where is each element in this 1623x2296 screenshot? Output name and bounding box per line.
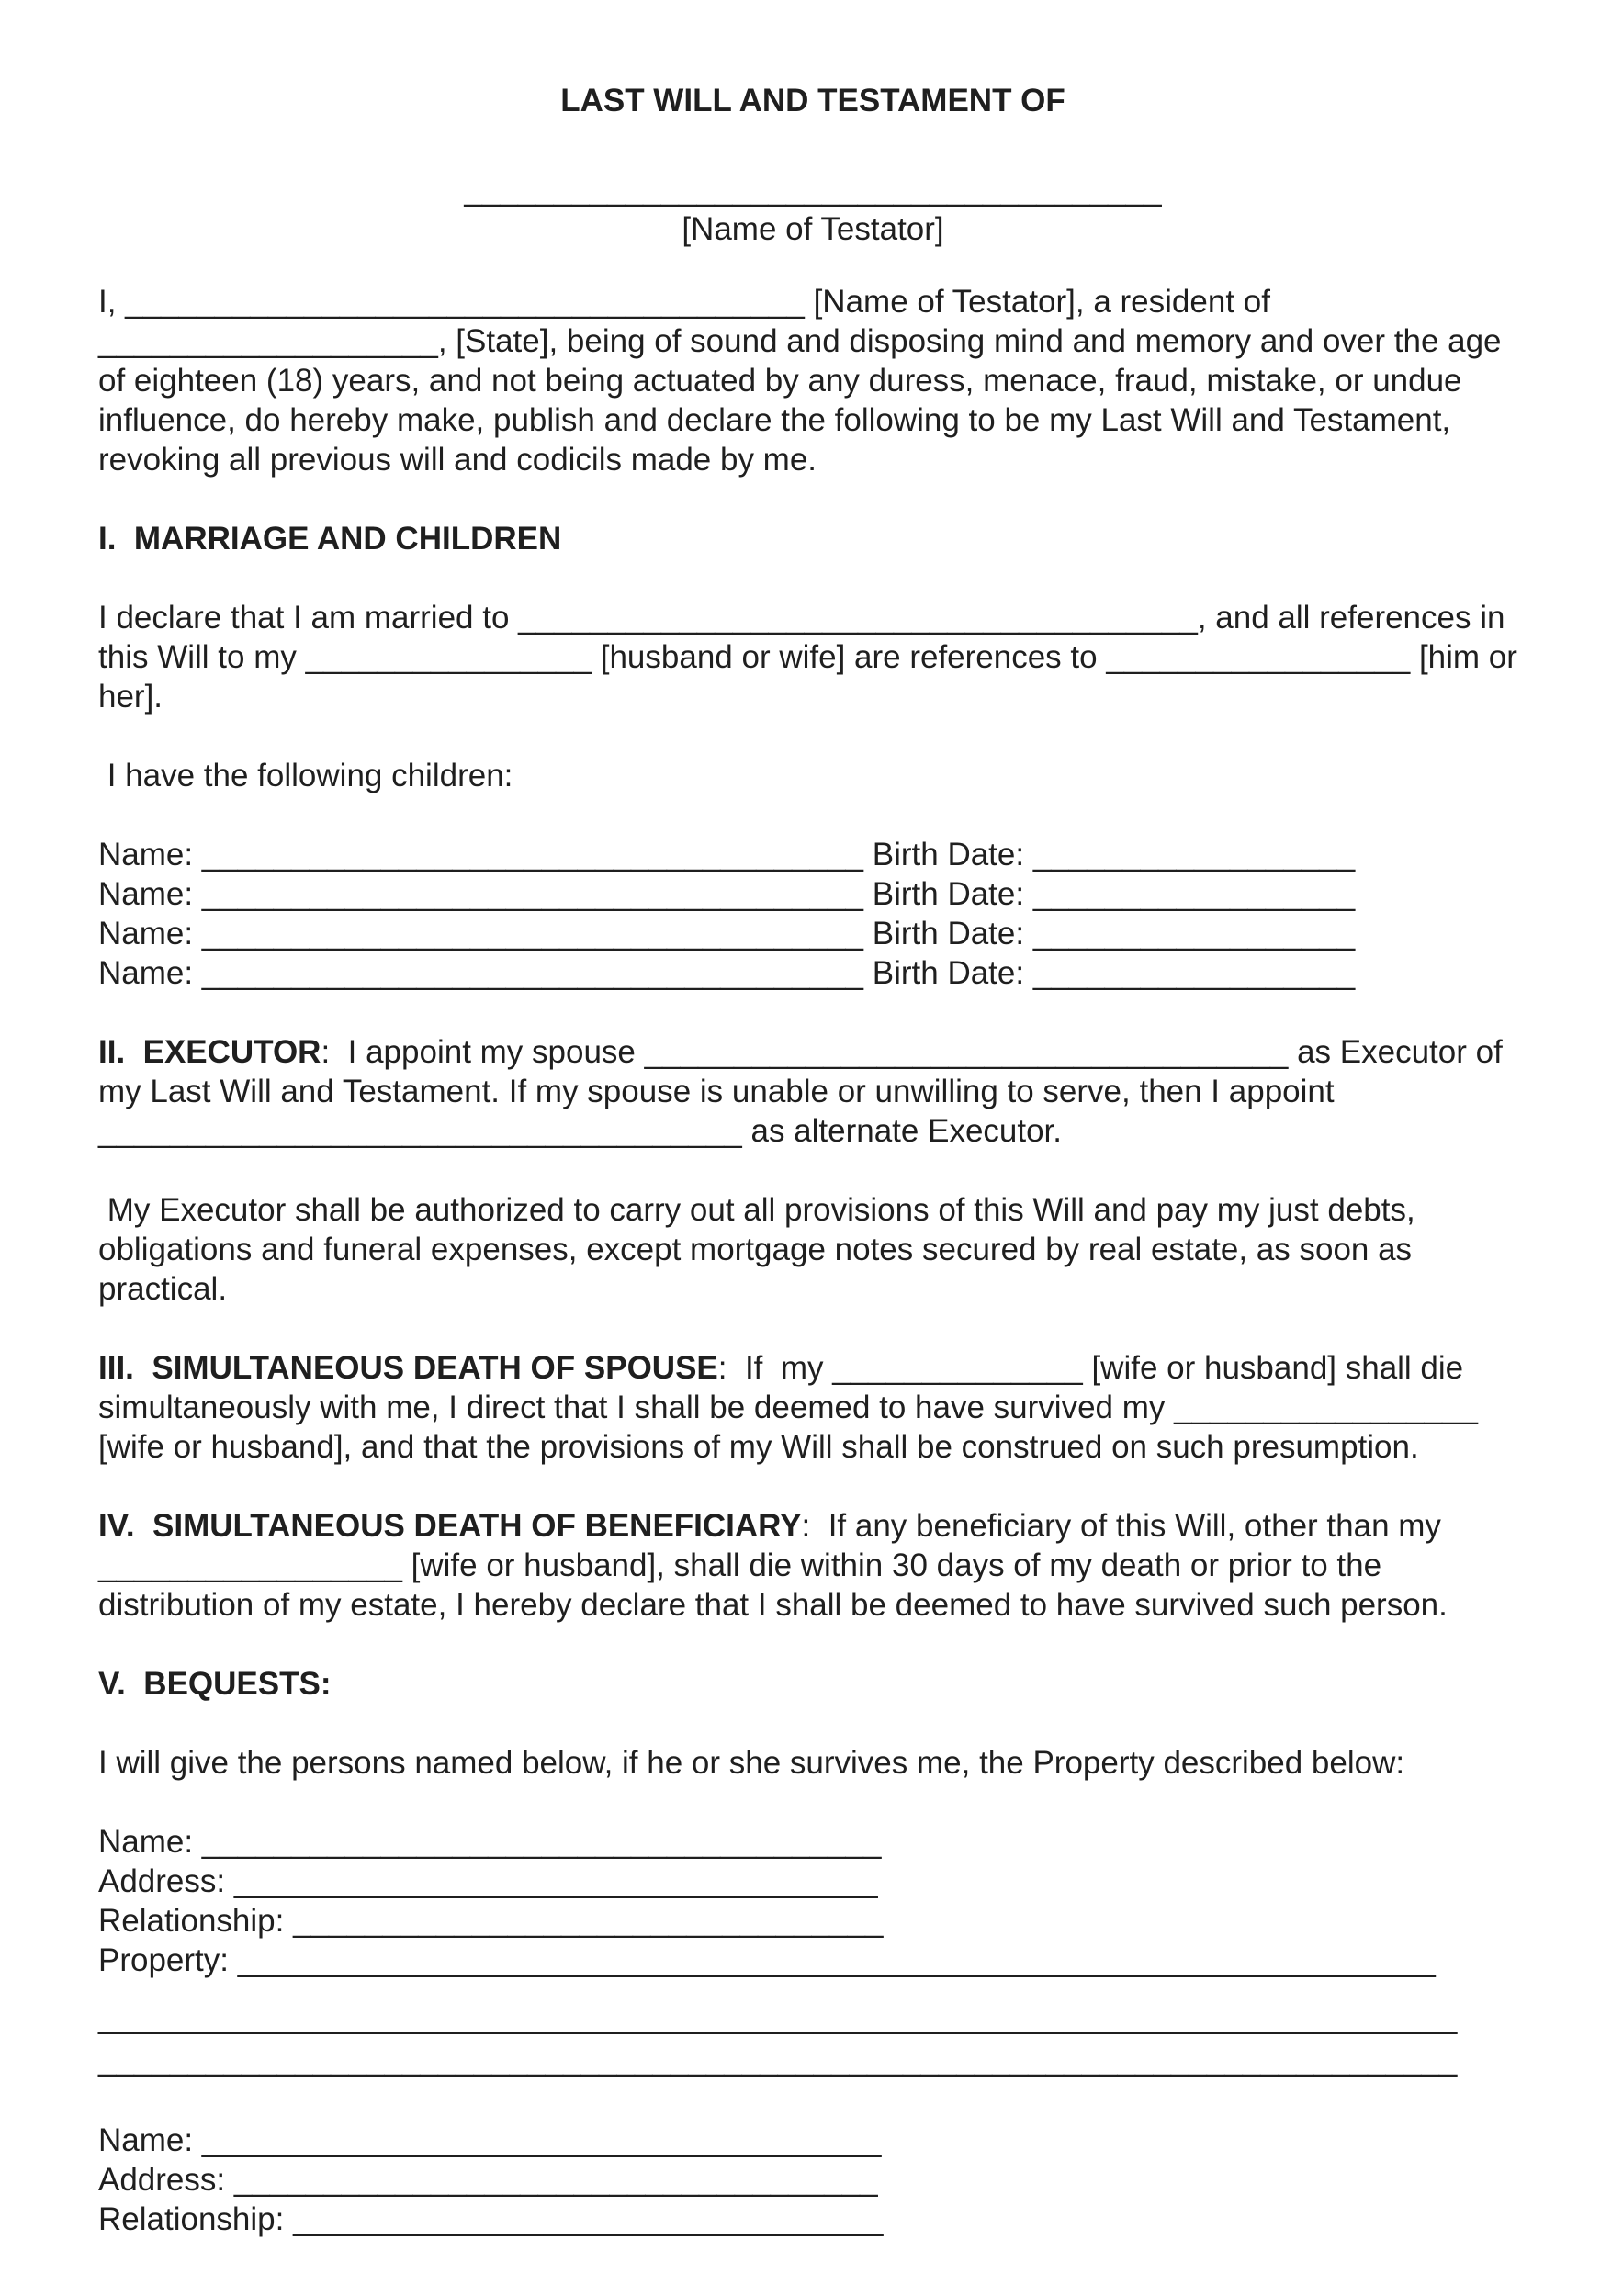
document-title: LAST WILL AND TESTAMENT OF [560,83,1065,118]
child-row: Name: _____________________________________ Birth Date: __________________ [98,916,1356,951]
testator-name-blank: _______________________________________ [464,172,1162,208]
testator-name-block [98,170,1527,249]
beneficiary-block-1 [98,1822,1527,1980]
bequests-intro-paragraph [98,1743,1527,1783]
simultaneous-death-beneficiary-body: : If any beneficiary of this Will, other than my _________________ [wife or husband], shall die within 30 days of my death or prior to the distribution of my estate, I hereby declare that I shall be deemed to have survived such person. [98,1508,1450,1623]
children-intro-text: I have the following children: [98,758,513,793]
executor-authority-paragraph [98,1190,1527,1309]
beneficiary2-name-line: Name: ______________________________________ [98,2122,882,2158]
simultaneous-death-beneficiary-heading: IV. SIMULTANEOUS DEATH OF BENEFICIARY [98,1508,802,1544]
executor-heading: II. EXECUTOR [98,1034,321,1070]
beneficiary1-address-line: Address: ____________________________________ [98,1863,878,1899]
simultaneous-death-spouse-body: : If my ______________ [wife or husband] shall die simultaneously with me, I direct that I shall be deemed to have survived my _________________ [wife or husband], and that the provisions of my Will shall be construed on such presumption. [98,1350,1487,1465]
simultaneous-death-spouse-heading: III. SIMULTANEOUS DEATH OF SPOUSE [98,1350,718,1386]
executor-paragraph [98,1032,1527,1151]
marriage-heading-text: I. MARRIAGE AND CHILDREN [98,521,562,557]
property-continuation-line: ____________________________________________________________________________ [98,2042,1458,2077]
marriage-declaration-paragraph [98,598,1527,716]
simultaneous-death-spouse-paragraph [98,1348,1527,1467]
beneficiary1-name-line: Name: ______________________________________ [98,1824,882,1860]
simultaneous-death-beneficiary-paragraph [98,1506,1527,1625]
executor-authority-text: My Executor shall be authorized to carry out all provisions of this Will and pay my just debts, obligations and funeral expenses, except mortgage notes secured by real estate, as soon as practical. [98,1192,1425,1307]
intro-paragraph [98,282,1527,479]
beneficiary2-relationship-line: Relationship: _________________________________ [98,2201,884,2237]
child-row: Name: _____________________________________ Birth Date: __________________ [98,837,1356,872]
bequests-heading-text: V. BEQUESTS: [98,1666,332,1702]
beneficiary2-address-line: Address: ____________________________________ [98,2162,878,2198]
beneficiary1-relationship-line: Relationship: _________________________________ [98,1903,884,1939]
beneficiary-block-2 [98,2121,1527,2239]
child-row: Name: _____________________________________ Birth Date: __________________ [98,955,1356,991]
section-heading-bequests [98,1664,1527,1704]
property-continuation-line: ____________________________________________________________________________ [98,1999,1458,2035]
beneficiary1-property-line: Property: ___________________________________________________________________ [98,1942,1436,1978]
property-continuation-lines [98,1997,1527,2081]
intro-text: I, ______________________________________ [Name of Testator], a resident of ___________________, [State], being of sound and disposing mind and memory and over the age of eighteen (18) years, and not being actuated by any duress, menace, fraud, mistake, or undue influence, do hereby make, publish and declare the following to be my Last Will and Testament, revoking all previous will and codicils made by me. [98,284,1511,478]
testator-name-label: [Name of Testator] [682,211,944,247]
children-intro-paragraph [98,756,1527,795]
section-heading-marriage [98,519,1527,558]
executor-body: : I appoint my spouse ____________________________________ as Executor of my Last Will and Testament. If my spouse is unable or unwilling to serve, then I appoint ____________________________________ as alternate Executor. [98,1034,1512,1149]
marriage-declaration-text: I declare that I am married to ______________________________________, and all references in this Will to my ________________ [husband or wife] are references to _________________ [him or her]. [98,600,1527,715]
bequests-intro-text: I will give the persons named below, if he or she survives me, the Property described below: [98,1745,1405,1781]
children-list [98,835,1527,993]
child-row: Name: _____________________________________ Birth Date: __________________ [98,876,1356,912]
